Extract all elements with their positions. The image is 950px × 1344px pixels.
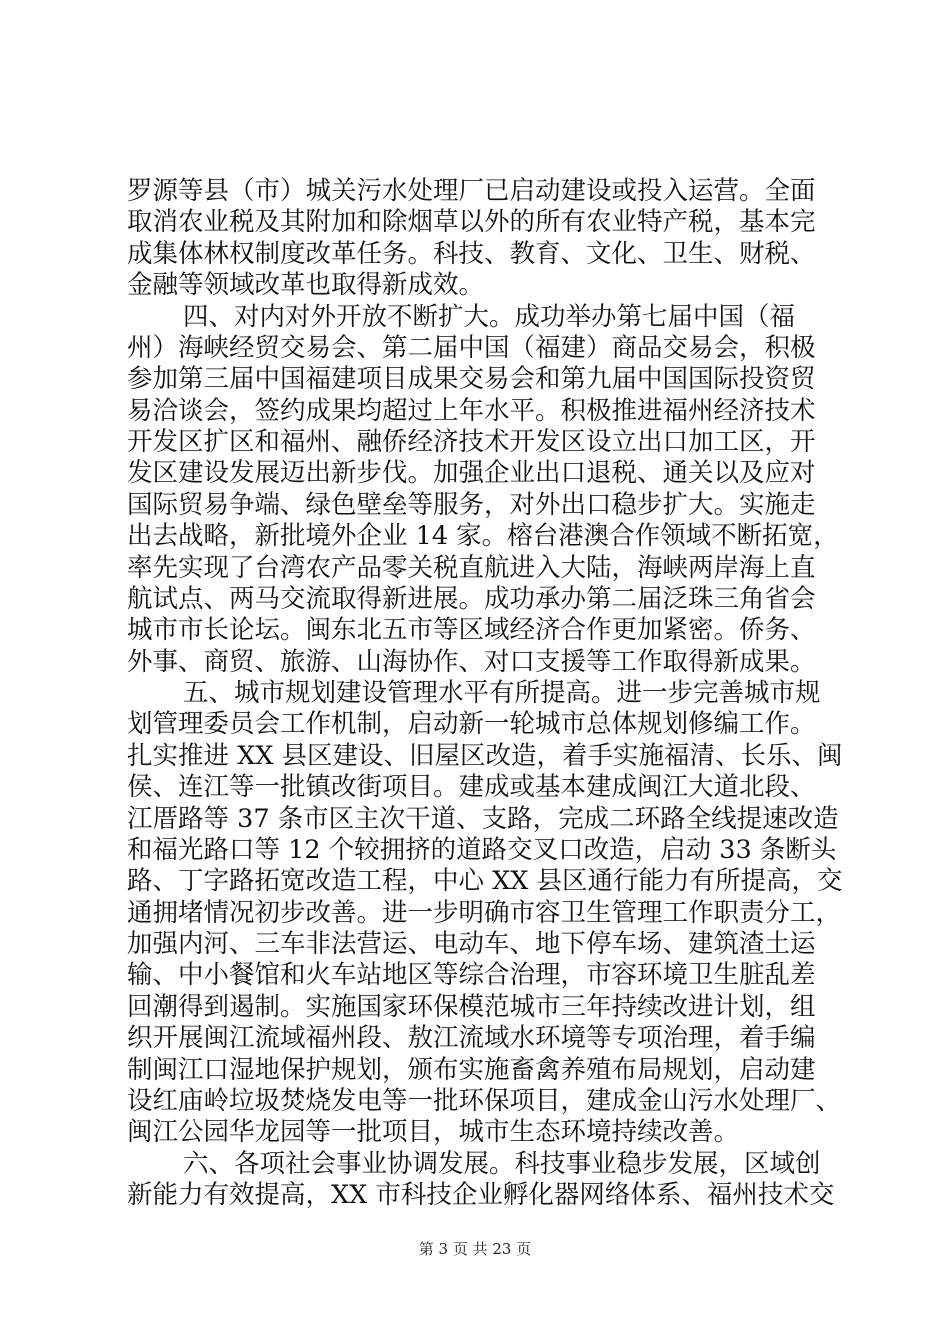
text-line: 五、城市规划建设管理水平有所提高。进一步完善城市规 bbox=[183, 678, 821, 708]
text-line: 国际贸易争端、绿色壁垒等服务，对外出口稳步扩大。实施走 bbox=[127, 490, 816, 520]
text-line: 路、丁字路拓宽改造工程，中心 XX 县区通行能力有所提高，交 bbox=[127, 866, 843, 896]
text-line: 扎实推进 XX 县区建设、旧屋区改造，着手实施福清、长乐、闽 bbox=[127, 741, 843, 771]
text-line: 织开展闽江流域福州段、敖江流域水环境等专项治理，着手编 bbox=[127, 1023, 816, 1053]
text-line: 出去战略，新批境外企业 14 家。榕台港澳合作领域不断拓宽， bbox=[127, 521, 839, 551]
text-line: 成集体林权制度改革任务。科技、教育、文化、卫生、财税、 bbox=[127, 239, 816, 269]
text-line: 闽江公园华龙园等一批项目，城市生态环境持续改善。 bbox=[127, 1117, 740, 1147]
text-line: 和福光路口等 12 个较拥挤的道路交叉口改造，启动 33 条断头 bbox=[127, 835, 837, 865]
text-line: 加强内河、三车非法营运、电动车、地下停车场、建筑渣土运 bbox=[127, 929, 816, 959]
text-line: 发区建设发展迈出新步伐。加强企业出口退税、通关以及应对 bbox=[127, 458, 816, 488]
text-line: 州）海峡经贸交易会、第二届中国（福建）商品交易会，积极 bbox=[127, 333, 816, 363]
text-line: 输、中小餐馆和火车站地区等综合治理，市容环境卫生脏乱差 bbox=[127, 960, 816, 990]
text-line: 六、各项社会事业协调发展。科技事业稳步发展，区域创 bbox=[183, 1149, 821, 1179]
page-number-footer: 第 3 页 共 23 页 bbox=[418, 1240, 532, 1258]
text-line: 罗源等县（市）城关污水处理厂已启动建设或投入运营。全面 bbox=[127, 176, 816, 206]
text-line: 制闽江口湿地保护规划，颁布实施畜禽养殖布局规划，启动建 bbox=[127, 1055, 816, 1085]
text-line: 划管理委员会工作机制，启动新一轮城市总体规划修编工作。 bbox=[127, 709, 816, 739]
text-line: 通拥堵情况初步改善。进一步明确市容卫生管理工作职责分工， bbox=[127, 898, 842, 928]
text-line: 参加第三届中国福建项目成果交易会和第九届中国国际投资贸 bbox=[127, 364, 816, 394]
text-line: 设红庙岭垃圾焚烧发电等一批环保项目，建成金山污水处理厂、 bbox=[127, 1086, 842, 1116]
text-line: 回潮得到遏制。实施国家环保模范城市三年持续改进计划，组 bbox=[127, 992, 816, 1022]
text-line: 新能力有效提高，XX 市科技企业孵化器网络体系、福州技术交 bbox=[127, 1180, 835, 1210]
text-line: 金融等领域改革也取得新成效。 bbox=[127, 270, 485, 300]
text-line: 侯、连江等一批镇改街项目。建成或基本建成闽江大道北段、 bbox=[127, 772, 816, 802]
text-line: 易洽谈会，签约成果均超过上年水平。积极推进福州经济技术 bbox=[127, 396, 816, 426]
text-line: 率先实现了台湾农产品零关税直航进入大陆，海峡两岸海上直 bbox=[127, 553, 816, 583]
text-line: 四、对内对外开放不断扩大。成功举办第七届中国（福 bbox=[183, 302, 796, 332]
text-line: 外事、商贸、旅游、山海协作、对口支援等工作取得新成果。 bbox=[127, 647, 816, 677]
text-line: 取消农业税及其附加和除烟草以外的所有农业特产税，基本完 bbox=[127, 207, 816, 237]
text-line: 开发区扩区和福州、融侨经济技术开发区设立出口加工区，开 bbox=[127, 427, 816, 457]
text-line: 江厝路等 37 条市区主次干道、支路，完成二环路全线提速改造 bbox=[127, 804, 839, 834]
text-line: 城市市长论坛。闽东北五市等区域经济合作更加紧密。侨务、 bbox=[127, 615, 816, 645]
text-line: 航试点、两马交流取得新进展。成功承办第二届泛珠三角省会 bbox=[127, 584, 816, 614]
